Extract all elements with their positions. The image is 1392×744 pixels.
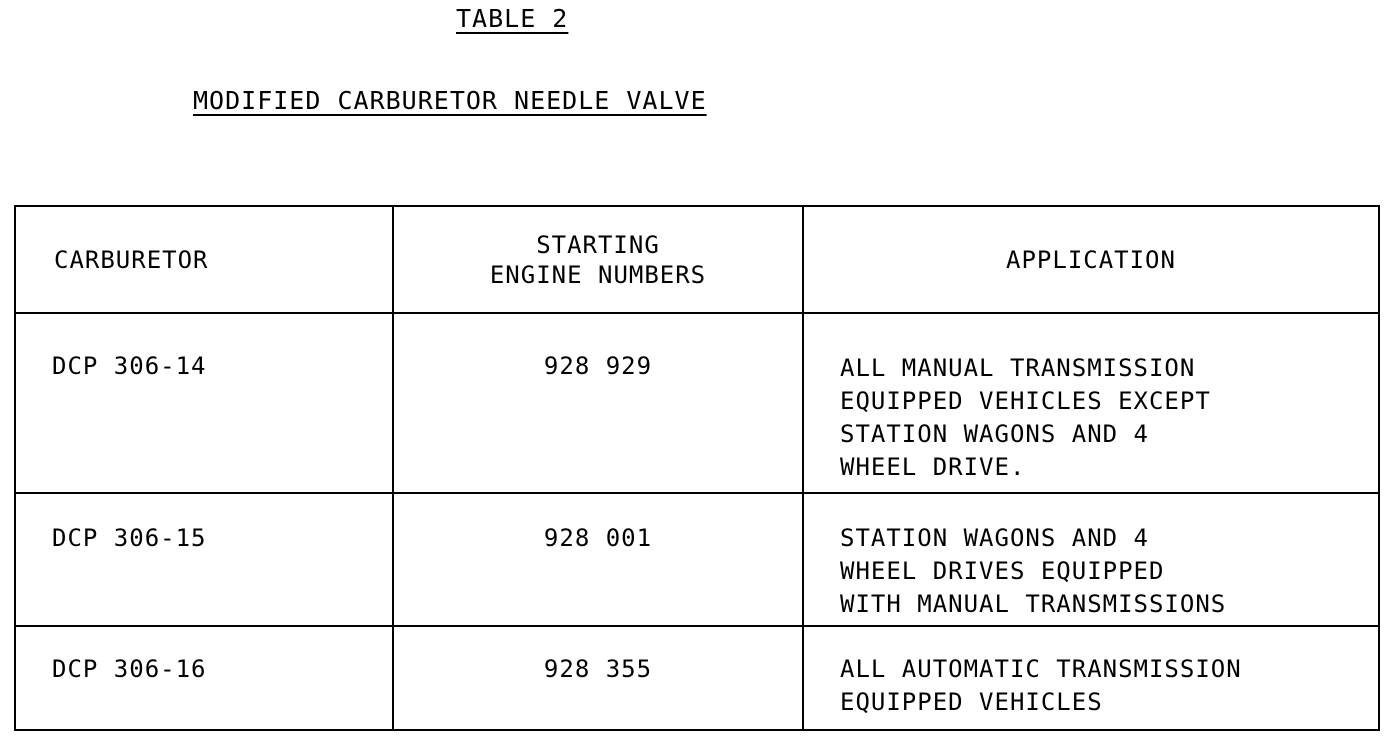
application-cell (803, 493, 1379, 626)
header-application-label: APPLICATION (1006, 245, 1176, 274)
carburetor-value: DCP 306-16 (52, 655, 207, 683)
application-cell (803, 626, 1379, 730)
table-subtitle: MODIFIED CARBURETOR NEEDLE VALVE (193, 86, 707, 115)
engine-number-cell (393, 313, 803, 493)
engine-number-value: 928 355 (543, 655, 653, 683)
header-starting-engine-numbers (393, 206, 803, 313)
table-header-row (15, 206, 1379, 313)
header-application (803, 206, 1379, 313)
application-line: WHEEL DRIVE. (840, 453, 1026, 481)
application-cell (803, 313, 1379, 493)
application-line: STATION WAGONS AND 4 (840, 524, 1149, 552)
engine-number-value: 928 929 (543, 352, 653, 380)
carburetor-cell (15, 626, 393, 730)
engine-number-cell (393, 626, 803, 730)
carburetor-cell (15, 313, 393, 493)
carburetor-table (14, 205, 1380, 731)
engine-number-cell (393, 493, 803, 626)
carburetor-cell (15, 493, 393, 626)
table-row (15, 313, 1379, 493)
header-engine-numbers-label: ENGINE NUMBERS (489, 260, 707, 289)
carburetor-value: DCP 306-15 (52, 524, 207, 552)
application-line: ALL MANUAL TRANSMISSION (840, 354, 1196, 382)
table-row (15, 626, 1379, 730)
application-line: WHEEL DRIVES EQUIPPED (840, 557, 1165, 585)
table-row (15, 493, 1379, 626)
header-starting-label: STARTING (536, 230, 660, 259)
application-line: STATION WAGONS AND 4 (840, 420, 1149, 448)
header-carburetor-label: CARBURETOR (54, 245, 209, 274)
application-line: EQUIPPED VEHICLES EXCEPT (840, 387, 1211, 415)
header-carburetor (15, 206, 393, 313)
engine-number-value: 928 001 (543, 524, 653, 552)
carburetor-value: DCP 306-14 (52, 352, 207, 380)
application-line: WITH MANUAL TRANSMISSIONS (840, 590, 1227, 618)
table-title: TABLE 2 (456, 4, 569, 33)
application-line: ALL AUTOMATIC TRANSMISSION (840, 655, 1242, 683)
application-line: EQUIPPED VEHICLES (840, 688, 1103, 716)
